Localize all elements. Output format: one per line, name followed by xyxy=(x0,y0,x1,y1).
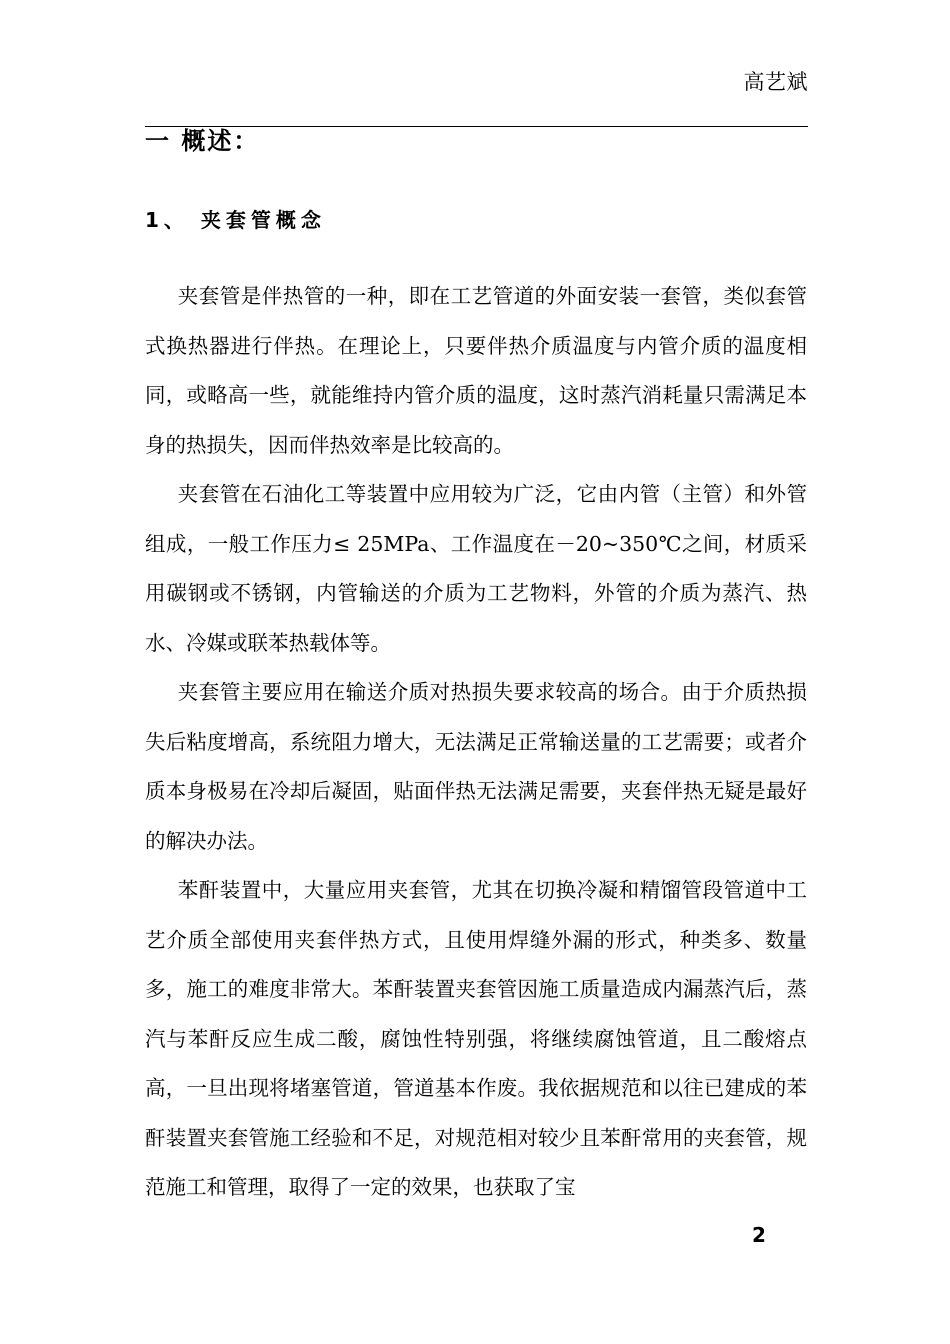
paragraph-2: 夹套管在石油化工等装置中应用较为广泛，它由内管（主管）和外管组成，一般工作压力≤ 25MPa、工作温度在－20~350℃之间，材质采用碳钢或不锈钢，内管输送的介质为工艺物料，外管的介质为蒸汽、热水、冷媒或联苯热载体等。 xyxy=(145,482,807,655)
paragraph-4: 苯酐装置中，大量应用夹套管，尤其在切换冷凝和精馏管段管道中工艺介质全部使用夹套伴热方式，且使用焊缝外漏的形式，种类多、数量多，施工的难度非常大。苯酐装置夹套管因施工质量造成内漏蒸汽后，蒸汽与苯酐反应生成二酸，腐蚀性特别强，将继续腐蚀管道，且二酸熔点高，一旦出现将堵塞管道，管道基本作废。我依据规范和以往已建成的苯酐装置夹套管施工经验和不足，对规范相对较少且苯酐常用的夹套管，规范施工和管理，取得了一定的效果，也获取了宝 xyxy=(145,878,807,1199)
header-author: 高艺斌 xyxy=(743,70,808,94)
page-number: 2 xyxy=(752,1223,766,1247)
subsection-title: 1、 夹套管概念 xyxy=(145,208,326,232)
paragraph-1: 夹套管是伴热管的一种，即在工艺管道的外面安装一套管，类似套管式换热器进行伴热。在理论上，只要伴热介质温度与内管介质的温度相同，或略高一些，就能维持内管介质的温度，这时蒸汽消耗量只需满足本身的热损失，因而伴热效率是比较高的。 xyxy=(145,284,807,457)
paragraph-3: 夹套管主要应用在输送介质对热损失要求较高的场合。由于介质热损失后粘度增高，系统阻力增大，无法满足正常输送量的工艺需要；或者介质本身极易在冷却后凝固，贴面伴热无法满足需要，夹套伴热无疑是最好的解决办法。 xyxy=(145,680,807,853)
section-title: 一 概述： xyxy=(145,127,260,155)
body-text xyxy=(145,272,807,1213)
